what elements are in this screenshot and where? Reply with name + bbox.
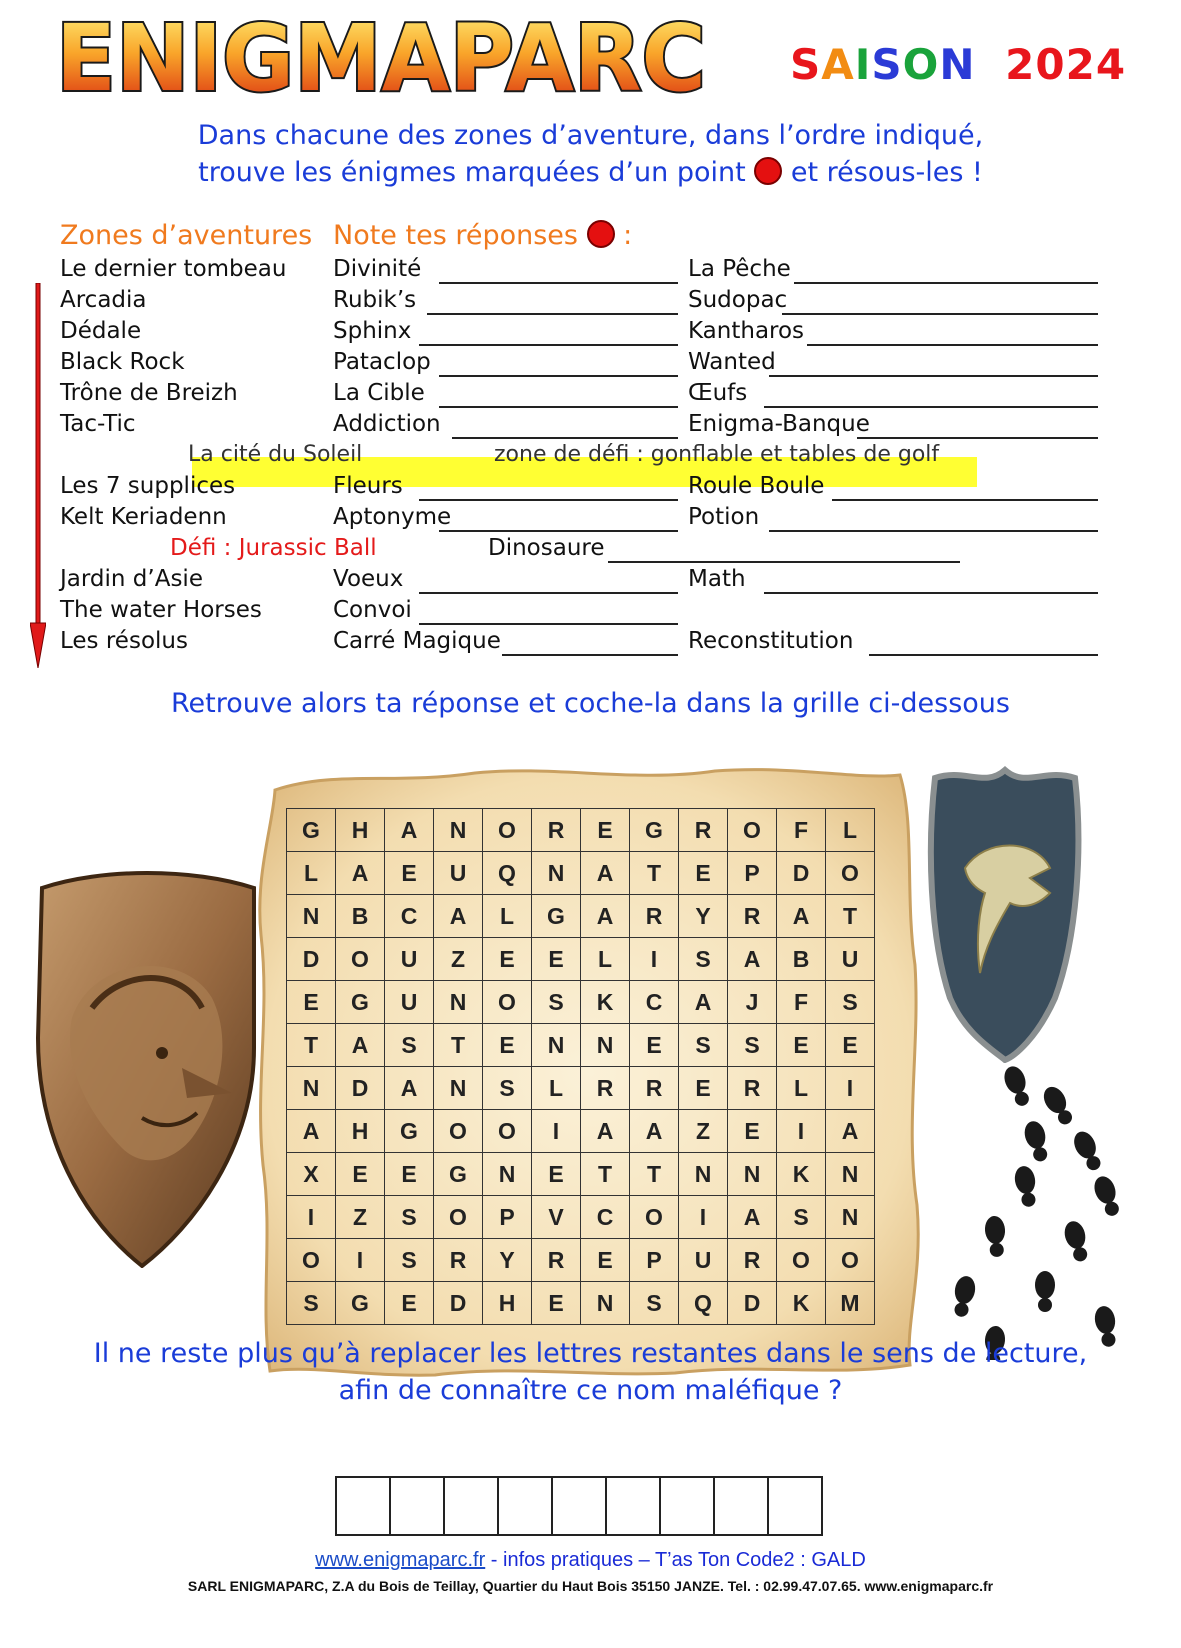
intro-line-2b: et résous-les ! <box>790 157 983 188</box>
grid-cell[interactable]: N <box>483 1153 532 1196</box>
grid-cell[interactable]: N <box>532 1024 581 1067</box>
grid-cell[interactable]: R <box>728 895 777 938</box>
grid-cell[interactable]: B <box>777 938 826 981</box>
grid-cell[interactable]: N <box>679 1153 728 1196</box>
grid-row <box>287 1153 875 1196</box>
grid-cell[interactable]: E <box>385 852 434 895</box>
season-letter: N <box>939 40 976 89</box>
grid-cell[interactable]: A <box>728 1196 777 1239</box>
grid-cell[interactable]: S <box>728 1024 777 1067</box>
grid-cell[interactable]: S <box>385 1196 434 1239</box>
season-letter: S <box>790 40 822 89</box>
grid-cell[interactable]: N <box>826 1196 875 1239</box>
grid-cell[interactable]: I <box>287 1196 336 1239</box>
grid-cell[interactable]: O <box>434 1196 483 1239</box>
grid-cell[interactable]: O <box>826 852 875 895</box>
grid-cell[interactable]: L <box>287 852 336 895</box>
answer-line-right[interactable] <box>807 344 1099 346</box>
intro-line-2a: trouve les énigmes marquées d’un point <box>198 157 746 188</box>
grid-cell[interactable]: E <box>630 1024 679 1067</box>
grid-cell[interactable]: S <box>777 1196 826 1239</box>
grid-cell[interactable]: S <box>679 1024 728 1067</box>
riddle-name-right: Œufs <box>688 380 748 406</box>
zone-name: Dédale <box>60 318 142 344</box>
riddle-name-left: Voeux <box>333 566 404 592</box>
grid-row <box>287 1282 875 1325</box>
grid-cell[interactable]: B <box>336 895 385 938</box>
grid-cell[interactable]: D <box>287 938 336 981</box>
grid-cell[interactable]: O <box>483 981 532 1024</box>
soleil-zone-name: La cité du Soleil <box>188 442 363 467</box>
grid-cell[interactable]: C <box>385 895 434 938</box>
answer-box[interactable] <box>390 1477 444 1535</box>
season-label <box>790 40 1126 89</box>
grid-cell[interactable]: A <box>777 895 826 938</box>
footer-info <box>0 1549 1181 1572</box>
season-year: 2024 <box>1005 40 1127 89</box>
grid-cell[interactable]: A <box>581 895 630 938</box>
grid-cell[interactable]: N <box>287 1067 336 1110</box>
answer-box[interactable] <box>552 1477 606 1535</box>
dragon-shield-image <box>925 758 1085 1063</box>
answer-box[interactable] <box>498 1477 552 1535</box>
riddle-name-right: Reconstitution <box>688 628 854 654</box>
grid-cell[interactable]: E <box>777 1024 826 1067</box>
footprint-icon <box>1022 1119 1052 1164</box>
grid-cell[interactable]: R <box>630 895 679 938</box>
grid-cell[interactable]: O <box>630 1196 679 1239</box>
grid-cell[interactable]: E <box>483 938 532 981</box>
season-letter: O <box>902 40 940 89</box>
grid-row <box>287 1024 875 1067</box>
grid-row <box>287 1239 875 1282</box>
answer-line-right[interactable] <box>857 437 1099 439</box>
grid-cell[interactable]: A <box>630 1110 679 1153</box>
zone-name: Tac-Tic <box>60 411 136 437</box>
footer-address: SARL ENIGMAPARC, Z.A du Bois de Teillay, Quartier du Haut Bois 35150 JANZE. Tel. : 02.99.47.07.65. www.enigmaparc.fr <box>187 1578 994 1594</box>
riddle-name-right: Wanted <box>688 349 776 375</box>
answer-line-right[interactable] <box>769 375 1098 377</box>
grid-cell[interactable]: S <box>483 1067 532 1110</box>
grid-row <box>287 852 875 895</box>
grid-cell[interactable]: O <box>777 1239 826 1282</box>
riddle-name-right: La Pêche <box>688 256 791 282</box>
grid-row <box>287 1110 875 1153</box>
answer-line-right[interactable] <box>769 530 1098 532</box>
riddle-name-left: La Cible <box>333 380 425 406</box>
grid-cell[interactable]: N <box>581 1282 630 1325</box>
intro-line-1: Dans chacune des zones d’aventure, dans l’ordre indiqué, <box>197 120 984 151</box>
grid-cell[interactable]: L <box>826 809 875 852</box>
grid-cell[interactable]: E <box>679 1067 728 1110</box>
riddle-name-right: Potion <box>688 504 760 530</box>
grid-cell[interactable]: I <box>826 1067 875 1110</box>
grid-row <box>287 981 875 1024</box>
grid-cell[interactable]: N <box>434 981 483 1024</box>
grid-cell[interactable]: O <box>483 1110 532 1153</box>
grid-cell[interactable]: R <box>679 809 728 852</box>
grid-cell[interactable]: N <box>728 1153 777 1196</box>
grid-cell[interactable]: T <box>581 1153 630 1196</box>
zone-name: Trône de Breizh <box>60 380 238 406</box>
grid-cell[interactable]: A <box>385 1067 434 1110</box>
grid-cell[interactable]: P <box>630 1239 679 1282</box>
grid-cell[interactable]: O <box>826 1239 875 1282</box>
answers-header-text: Note tes réponses <box>333 220 578 251</box>
grid-cell[interactable]: R <box>728 1067 777 1110</box>
grid-cell[interactable]: P <box>483 1196 532 1239</box>
grid-cell[interactable]: O <box>728 809 777 852</box>
zone-name: Le dernier tombeau <box>60 256 287 282</box>
riddle-name-left: Rubik’s <box>333 287 417 313</box>
riddle-name-right: Math <box>688 566 746 592</box>
grid-cell[interactable]: S <box>287 1282 336 1325</box>
riddle-name-left: Aptonyme <box>333 504 452 530</box>
grid-cell[interactable]: E <box>483 1024 532 1067</box>
riddle-name-left: Convoi <box>333 597 412 623</box>
grid-cell[interactable]: S <box>385 1024 434 1067</box>
grid-cell[interactable]: E <box>385 1282 434 1325</box>
grid-cell[interactable]: E <box>385 1153 434 1196</box>
answer-line-right[interactable] <box>764 406 1098 408</box>
footprint-icon <box>1070 1128 1105 1174</box>
grid-cell[interactable]: P <box>728 852 777 895</box>
grid-cell[interactable]: K <box>777 1153 826 1196</box>
answer-box[interactable] <box>660 1477 714 1535</box>
answer-line-left[interactable] <box>439 282 678 284</box>
answer-line-right[interactable] <box>832 499 1099 501</box>
riddle-name-right: Roule Boule <box>688 473 825 499</box>
answer-line-right[interactable] <box>764 592 1098 594</box>
grid-cell[interactable]: E <box>532 1282 581 1325</box>
grid-cell[interactable]: G <box>287 809 336 852</box>
answer-box[interactable] <box>336 1477 390 1535</box>
grid-cell[interactable]: N <box>581 1024 630 1067</box>
grid-cell[interactable]: E <box>581 809 630 852</box>
answer-line-left[interactable] <box>439 530 678 532</box>
grid-cell[interactable]: G <box>336 1282 385 1325</box>
grid-cell[interactable]: D <box>434 1282 483 1325</box>
grid-cell[interactable]: D <box>336 1067 385 1110</box>
grid-cell[interactable]: G <box>336 981 385 1024</box>
grid-cell[interactable]: H <box>483 1282 532 1325</box>
word-search-grid <box>286 808 875 1325</box>
answer-line-left[interactable] <box>439 375 678 377</box>
grid-cell[interactable]: F <box>777 809 826 852</box>
season-word <box>790 40 976 89</box>
riddle-name-left: Addiction <box>333 411 441 437</box>
grid-cell[interactable]: A <box>581 1110 630 1153</box>
grid-row <box>287 1067 875 1110</box>
season-letter: A <box>821 40 855 89</box>
grid-row <box>287 809 875 852</box>
grid-cell[interactable]: S <box>826 981 875 1024</box>
grid-cell[interactable]: R <box>581 1067 630 1110</box>
red-dot-icon <box>587 220 615 248</box>
intro-line-2 <box>0 157 1181 188</box>
grid-cell[interactable]: N <box>434 1067 483 1110</box>
grid-cell[interactable]: Q <box>679 1282 728 1325</box>
grid-cell[interactable]: E <box>336 1153 385 1196</box>
grid-instruction: Retrouve alors ta réponse et coche-la dans la grille ci-dessous <box>170 688 1010 719</box>
zone-name: Black Rock <box>60 349 185 375</box>
answer-line-left[interactable] <box>419 592 678 594</box>
grid-cell[interactable]: E <box>826 1024 875 1067</box>
zone-name: Les résolus <box>60 628 188 654</box>
grid-cell[interactable]: H <box>336 1110 385 1153</box>
answer-boxes <box>335 1476 823 1536</box>
zone-name: Kelt Keriadenn <box>60 504 227 530</box>
grid-cell[interactable]: C <box>630 981 679 1024</box>
riddle-name-right: Kantharos <box>688 318 805 344</box>
grid-cell[interactable]: L <box>581 938 630 981</box>
grid-cell[interactable]: H <box>336 809 385 852</box>
grid-cell[interactable]: U <box>679 1239 728 1282</box>
grid-cell[interactable]: Y <box>483 1239 532 1282</box>
grid-cell[interactable]: X <box>287 1153 336 1196</box>
answers-header <box>333 220 632 251</box>
grid-cell[interactable]: I <box>630 938 679 981</box>
footprint-icon <box>1013 1164 1040 1208</box>
answer-box[interactable] <box>444 1477 498 1535</box>
footer-info-text: - infos pratiques – T’as Ton Code2 : GALD <box>485 1549 866 1571</box>
answer-line-left[interactable] <box>452 437 679 439</box>
final-line-1: Il ne reste plus qu’à replacer les lettres restantes dans le sens de lecture, <box>93 1338 1088 1369</box>
grid-cell[interactable]: Q <box>483 852 532 895</box>
footprint-icon <box>984 1215 1007 1258</box>
grid-cell[interactable]: N <box>287 895 336 938</box>
answer-line-defi[interactable] <box>608 561 960 563</box>
grid-cell[interactable]: T <box>434 1024 483 1067</box>
grid-cell[interactable]: D <box>777 852 826 895</box>
defi-riddle-name: Dinosaure <box>488 535 605 561</box>
grid-cell[interactable]: A <box>336 1024 385 1067</box>
grid-cell[interactable]: I <box>679 1196 728 1239</box>
answer-line-left[interactable] <box>502 654 679 656</box>
zone-name: Arcadia <box>60 287 147 313</box>
grid-cell[interactable]: A <box>336 852 385 895</box>
grid-cell[interactable]: T <box>630 1153 679 1196</box>
grid-cell[interactable]: I <box>777 1110 826 1153</box>
grid-cell[interactable]: S <box>385 1239 434 1282</box>
grid-cell[interactable]: T <box>826 895 875 938</box>
grid-cell[interactable]: Z <box>679 1110 728 1153</box>
grid-cell[interactable]: E <box>728 1110 777 1153</box>
footprints-icon <box>935 1060 1175 1360</box>
zone-name: Jardin d’Asie <box>60 566 203 592</box>
zone-name: Les 7 supplices <box>60 473 236 499</box>
grid-cell[interactable]: E <box>287 981 336 1024</box>
grid-cell[interactable]: Y <box>679 895 728 938</box>
grid-cell[interactable]: I <box>336 1239 385 1282</box>
grid-cell[interactable]: L <box>483 895 532 938</box>
grid-cell[interactable]: U <box>385 981 434 1024</box>
grid-cell[interactable]: K <box>581 981 630 1024</box>
reading-order-arrow-icon <box>30 283 46 668</box>
footprint-icon <box>1091 1173 1124 1218</box>
grid-cell[interactable]: L <box>777 1067 826 1110</box>
answer-line-right[interactable] <box>869 654 1098 656</box>
grid-cell[interactable]: U <box>434 852 483 895</box>
grid-cell[interactable]: G <box>630 809 679 852</box>
grid-cell[interactable]: G <box>532 895 581 938</box>
grid-cell[interactable]: A <box>581 852 630 895</box>
season-letter: S <box>871 40 903 89</box>
grid-cell[interactable]: I <box>532 1110 581 1153</box>
grid-cell[interactable]: O <box>483 809 532 852</box>
grid-cell[interactable]: E <box>532 1153 581 1196</box>
grid-cell[interactable]: E <box>532 938 581 981</box>
grid-cell[interactable]: C <box>581 1196 630 1239</box>
answer-box[interactable] <box>768 1477 822 1535</box>
grid-cell[interactable]: A <box>679 981 728 1024</box>
riddle-name-left: Divinité <box>333 256 422 282</box>
grid-cell[interactable]: N <box>532 852 581 895</box>
red-dot-icon <box>754 157 782 185</box>
grid-cell[interactable]: M <box>826 1282 875 1325</box>
footprint-icon <box>1039 1083 1077 1129</box>
footprint-icon <box>1001 1063 1034 1108</box>
grid-cell[interactable]: U <box>385 938 434 981</box>
answer-box[interactable] <box>606 1477 660 1535</box>
grid-cell[interactable]: F <box>777 981 826 1024</box>
answer-line-left[interactable] <box>419 499 678 501</box>
answer-box[interactable] <box>714 1477 768 1535</box>
riddle-name-left: Sphinx <box>333 318 412 344</box>
grid-cell[interactable]: R <box>728 1239 777 1282</box>
answer-line-left[interactable] <box>419 344 678 346</box>
season-letter: I <box>854 40 872 89</box>
grid-cell[interactable]: D <box>728 1282 777 1325</box>
grid-cell[interactable]: R <box>630 1067 679 1110</box>
riddle-name-left: Carré Magique <box>333 628 501 654</box>
riddle-name-left: Fleurs <box>333 473 403 499</box>
defi-label: Défi : Jurassic Ball <box>170 535 377 561</box>
soleil-zone-note: zone de défi : gonflable et tables de golf <box>494 442 940 467</box>
answer-line-right[interactable] <box>782 313 1099 315</box>
grid-cell[interactable]: T <box>630 852 679 895</box>
grid-cell[interactable]: R <box>532 1239 581 1282</box>
grid-row <box>287 1196 875 1239</box>
grid-cell[interactable]: T <box>287 1024 336 1067</box>
grid-cell[interactable]: G <box>434 1153 483 1196</box>
grid-cell[interactable]: A <box>287 1110 336 1153</box>
grid-cell[interactable]: O <box>434 1110 483 1153</box>
grid-cell[interactable]: R <box>434 1239 483 1282</box>
grid-cell[interactable]: R <box>532 809 581 852</box>
grid-cell[interactable]: A <box>385 809 434 852</box>
grid-cell[interactable]: A <box>728 938 777 981</box>
riddle-name-right: Sudopac <box>688 287 788 313</box>
final-line-2: afin de connaître ce nom maléfique ? <box>338 1375 843 1406</box>
footprint-icon <box>1035 1271 1055 1312</box>
grid-cell[interactable]: E <box>581 1239 630 1282</box>
grid-cell[interactable]: J <box>728 981 777 1024</box>
grid-cell[interactable]: U <box>826 938 875 981</box>
zone-name: The water Horses <box>60 597 262 623</box>
grid-cell[interactable]: V <box>532 1196 581 1239</box>
footprint-icon <box>1062 1219 1092 1264</box>
grid-cell[interactable]: N <box>826 1153 875 1196</box>
grid-row <box>287 938 875 981</box>
grid-cell[interactable]: S <box>532 981 581 1024</box>
grid-cell[interactable]: G <box>385 1110 434 1153</box>
grid-cell[interactable]: L <box>532 1067 581 1110</box>
footprint-icon <box>950 1274 977 1318</box>
answer-line-right[interactable] <box>794 282 1098 284</box>
grid-cell[interactable]: A <box>826 1110 875 1153</box>
grid-cell[interactable]: N <box>434 809 483 852</box>
grid-cell[interactable]: Z <box>336 1196 385 1239</box>
riddle-name-left: Pataclop <box>333 349 431 375</box>
answer-line-left[interactable] <box>439 406 678 408</box>
grid-cell[interactable]: A <box>434 895 483 938</box>
grid-cell[interactable]: E <box>679 852 728 895</box>
zones-header: Zones d’aventures <box>60 220 313 251</box>
grid-cell[interactable]: S <box>679 938 728 981</box>
riddle-name-right: Enigma-Banque <box>688 411 870 437</box>
answer-line-left[interactable] <box>427 313 679 315</box>
witch-shield-image <box>32 868 260 1268</box>
grid-cell[interactable]: O <box>336 938 385 981</box>
answer-line-left[interactable] <box>419 623 678 625</box>
answers-header-colon: : <box>623 220 633 251</box>
grid-row <box>287 895 875 938</box>
grid-cell[interactable]: S <box>630 1282 679 1325</box>
logo-text: ENIGMAPARC <box>56 8 706 104</box>
grid-cell[interactable]: K <box>777 1282 826 1325</box>
grid-cell[interactable]: O <box>287 1239 336 1282</box>
grid-cell[interactable]: Z <box>434 938 483 981</box>
website-link[interactable]: www.enigmaparc.fr <box>315 1549 486 1571</box>
enigmaparc-logo <box>52 8 712 104</box>
